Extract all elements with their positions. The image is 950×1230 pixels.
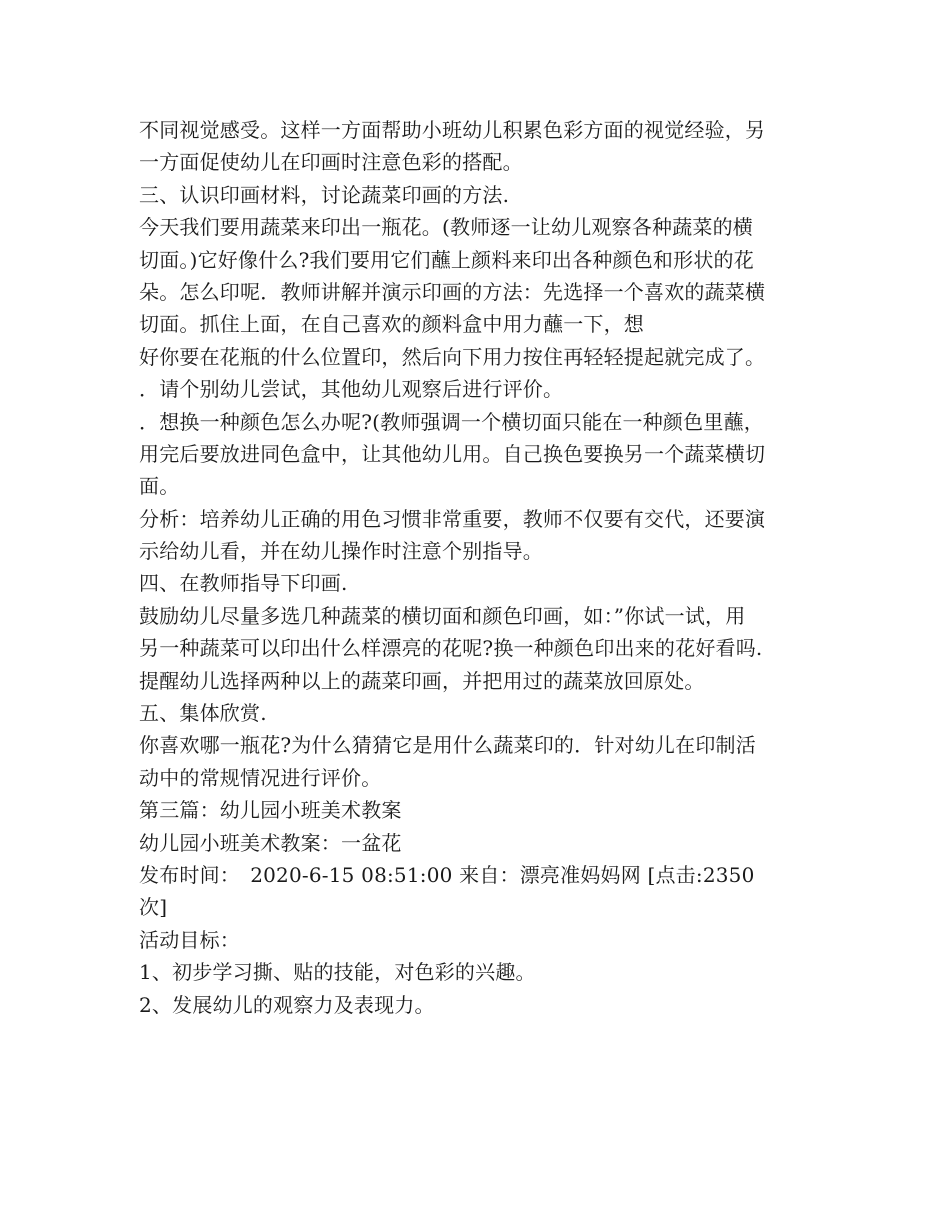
text-line: 朵。怎么印呢．教师讲解并演示印画的方法：先选择一个喜欢的蔬菜横 [139, 279, 766, 304]
text-line: 不同视觉感受。这样一方面帮助小班幼儿积累色彩方面的视觉经验，另 [139, 118, 766, 142]
text-line: 动中的常规情况进行评价。 [139, 765, 382, 790]
section-heading: 四、在教师指导下印画. [139, 571, 348, 596]
section-heading: 活动目标： [139, 927, 240, 952]
text-line: 提醒幼儿选择两种以上的蔬菜印画，并把用过的蔬菜放回原处。 [139, 668, 705, 693]
list-item: 2、发展幼儿的观察力及表现力。 [139, 992, 435, 1017]
text-line: 一方面促使幼儿在印画时注意色彩的搭配。 [139, 150, 523, 175]
text-line: ．请个别幼儿尝试，其他幼儿观察后进行评价。 [139, 377, 564, 402]
text-line: 切面。)它好像什么?我们要用它们蘸上颜料来印出各种颜色和形状的花 [139, 247, 754, 272]
text-line: 你喜欢哪一瓶花?为什么猜猜它是用什么蔬菜印的．针对幼儿在印制活 [139, 733, 756, 758]
document-body [139, 114, 819, 1021]
text-line: 鼓励幼儿尽量多选几种蔬菜的横切面和颜色印画，如：”你试一试，用 [139, 603, 746, 628]
text-line: 好你要在花瓶的什么位置印，然后向下用力按住再轻轻提起就完成了。 [139, 344, 766, 369]
section-heading: 五、集体欣赏. [139, 701, 267, 726]
article-heading: 第三篇：幼儿园小班美术教案 [139, 798, 402, 823]
section-heading: 三、认识印画材料，讨论蔬菜印画的方法. [139, 182, 510, 207]
text-line: ．想换一种颜色怎么办呢?(教师强调一个横切面只能在一种颜色里蘸， [139, 409, 764, 434]
text-line: 今天我们要用蔬菜来印出一瓶花。(教师逐一让幼儿观察各种蔬菜的横 [139, 215, 754, 240]
text-line: 示给幼儿看，并在幼儿操作时注意个别指导。 [139, 539, 543, 564]
list-item: 1、初步学习撕、贴的技能，对色彩的兴趣。 [139, 960, 536, 985]
text-line: 另一种蔬菜可以印出什么样漂亮的花呢?换一种颜色印出来的花好看吗. [139, 636, 763, 661]
text-line: 用完后要放进同色盒中，让其他幼儿用。自己换色要换另一个蔬菜横切 [139, 441, 766, 466]
text-line: 切面。抓住上面，在自己喜欢的颜料盒中用力蘸一下，想 [139, 312, 644, 337]
text-line: 面。 [139, 474, 180, 499]
text-line: 分析：培养幼儿正确的用色习惯非常重要，教师不仅要有交代，还要演 [139, 506, 766, 531]
article-title: 幼儿园小班美术教案：一盆花 [139, 830, 402, 855]
publish-info-continued: 次] [139, 895, 168, 920]
publish-info: 发布时间： 2020-6-15 08:51:00 来自：漂亮准妈妈网 [点击:2350 [139, 862, 755, 887]
